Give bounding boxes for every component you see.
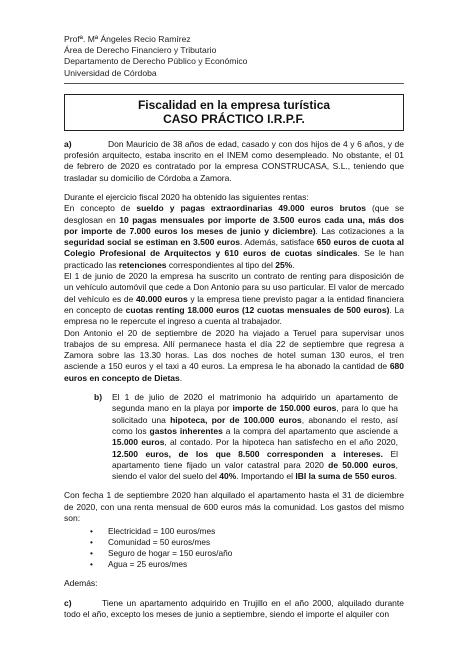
section-c-paragraph: c) Tiene un apartamento adquirido en Trujillo en el año 2000, alquilado durante todo el año, excepto los meses de junio a septiembre, siendo el importe el alquiler con (64, 597, 404, 619)
section-b-paragraph: b) El 1 de julio de 2020 el matrimonio ha adquirido un apartamento de segunda mano en la playa por importe de 150.000 euros, para lo que ha solicitado una hipoteca, por de 100.000 euros, abonando el resto, así como los gastos inherentes a la compra del apartamento que asciende a 15.000 euros, al contado. Por la hipoteca han satisfecho en el año 2020, 12.500 euros, de los que 8.500 corresponden a intereses. El apartamento tiene fijado un valor catastral para 2020 de 50.000 euros, siendo el valor del suelo del 40%. Importando el IBI la suma de 550 euros. (94, 392, 399, 482)
section-b-label: b) (94, 392, 103, 403)
travel-paragraph: Don Antonio el 20 de septiembre de 2020 ha viajado a Teruel para supervisar unos trabajos de su empresa. Allí permanece hasta el día 22 de septiembre que regresa a Zamora sobre las 13.30 horas. Las dos noches de hotel suman 130 euros, el tren asciende a 150 euros y el taxi a 40 euros. La empresa le ha abonado la cantidad de 680 euros en concepto de Dietas. (64, 327, 404, 383)
author-name: Profª. Mª Ángeles Recio Ramírez (64, 34, 191, 44)
list-item: • Comunidad = 50 euros/mes (108, 537, 404, 548)
section-b (64, 392, 404, 482)
list-item: • Electricidad = 100 euros/mes (108, 526, 404, 537)
section-c-label: c) (64, 597, 72, 608)
section-a-intro (64, 139, 404, 184)
section-c (64, 598, 404, 621)
rental-paragraph: Con fecha 1 de septiembre 2020 han alquilado el apartamento hasta el 31 de diciembre de 2020, con una renta mensual de 600 euros más la comunidad. Los gastos del mismo son: (64, 490, 404, 524)
title-box (64, 94, 404, 131)
section-a-label: a) (64, 138, 72, 149)
ademas-label: Además: (64, 578, 98, 589)
title-line-2: CASO PRÁCTICO I.R.P.F. (163, 111, 305, 126)
list-item: • Seguro de hogar = 150 euros/año (108, 548, 404, 559)
title-line-1: Fiscalidad en la empresa turística (137, 97, 331, 112)
department-name: Departamento de Derecho Público y Económico (64, 56, 248, 67)
document-header (64, 34, 404, 79)
expense-list (64, 526, 404, 570)
university-name: Universidad de Córdoba (64, 67, 157, 78)
income-intro: Durante el ejercicio fiscal 2020 ha obtenido las siguientes rentas: (64, 192, 309, 202)
renting-paragraph: El 1 de junio de 2020 la empresa ha suscrito un contrato de renting para disposición de un vehículo automóvil que cede a Don Antonio para su uso particular. El valor de mercado del vehículo es de 40.000 euros y la empresa tiene previsto pagar a la entidad financiera en concepto de cuotas renting 18.000 euros (12 cuotas mensuales de 500 euros). La empresa no le repercute el ingreso a cuenta al trabajador. (64, 271, 404, 327)
section-a-intro-text: Don Mauricio de 38 años de edad, casado y con dos hijos de 4 y 6 años, y de profesión arquitecto, estaba inscrito en el INEM como desempleado. No obstante, el 01 de febrero de 2020 es contratado por la empresa CONSTRUCASA, S.L., teniendo que trasladar su domicilio de Córdoba a Zamora. (64, 138, 404, 183)
list-item: • Agua = 25 euros/mes (108, 559, 404, 570)
section-a (64, 139, 404, 384)
header-divider (64, 83, 404, 84)
area-name: Área de Derecho Financiero y Tributario (64, 45, 217, 56)
rental-section (64, 490, 404, 589)
salary-paragraph: En concepto de sueldo y pagas extraordinarias 49.000 euros brutos (que se desglosan en 10 pagas mensuales por importe de 3.500 euros cada una, más dos por importe de 7.000 euros los meses de junio y diciembre). Las cotizaciones a la seguridad social se estiman en 3.500 euros. Además, satisface 650 euros de cuota al Colegio Profesional de Arquitectos y 610 euros de cuotas sindicales. Se le han practicado las retenciones correspondientes al tipo del 25%. (64, 203, 404, 270)
